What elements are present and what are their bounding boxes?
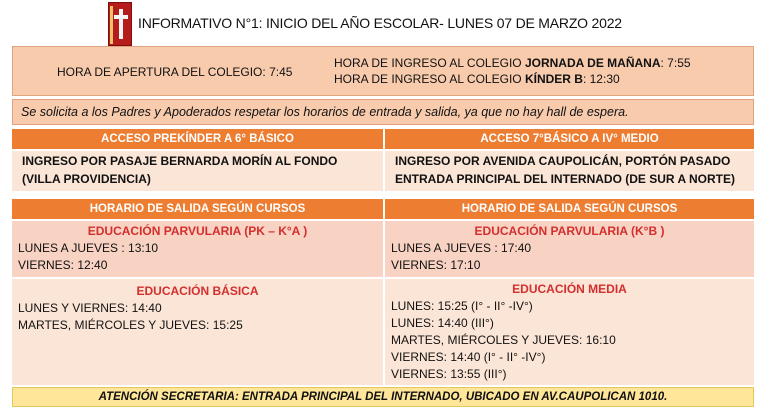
right-parvularia-block [385,221,754,277]
school-logo [108,2,132,46]
right-media-block [385,279,754,385]
morning-entry-time: : 7:55 [660,56,691,70]
schedule-grid [12,129,754,385]
exit-left-header: HORARIO DE SALIDA SEGÚN CURSOS [12,199,383,219]
access-right-header: ACCESO 7°BÁSICO A IV° MEDIO [385,129,754,149]
left-parvularia-block [12,221,383,277]
right-parvularia-title: EDUCACIÓN PARVULARIA (K°B ) [474,224,665,238]
left-basica-line: LUNES Y VIERNES: 14:40 [18,301,162,315]
access-left-text: INGRESO POR PASAJE BERNARDA MORÍN AL FONDO (VILLA PROVIDENCIA) [12,151,383,191]
logo-cross-bar [114,15,128,19]
left-basica-block [12,279,383,385]
footer-banner: ATENCIÓN SECRETARIA: ENTRADA PRINCIPAL DEL INTERNADO, UBICADO EN AV.CAUPOLICAN 1010. [12,387,754,407]
right-media-line: VIERNES: 13:55 (III°) [391,367,507,381]
exit-right-header: HORARIO DE SALIDA SEGÚN CURSOS [385,199,754,219]
opening-time: HORA DE APERTURA DEL COLEGIO: 7:45 [57,65,293,79]
notice-banner: Se solicita a los Padres y Apoderados respetar los horarios de entrada y salida, ya que no hay hall de espera. [12,99,754,125]
left-basica-title: EDUCACIÓN BÁSICA [136,284,259,298]
logo-cross-icon [119,9,123,39]
logo-strip [110,6,113,44]
right-media-line: VIERNES: 14:40 (I° - II° -IV°) [391,350,546,364]
morning-entry-label: JORNADA DE MAÑANA [524,56,661,70]
kinder-entry-time: : 12:30 [582,72,620,86]
right-media-title: EDUCACIÓN MEDIA [512,282,627,296]
left-parvularia-line: LUNES A JUEVES : 13:10 [18,241,159,255]
page-title: INFORMATIVO N°1: INICIO DEL AÑO ESCOLAR- LUNES 07 DE MARZO 2022 [138,15,622,31]
left-basica-line: MARTES, MIÉRCOLES Y JUEVES: 15:25 [18,318,243,332]
left-parvularia-line: VIERNES: 12:40 [18,258,108,272]
access-right-text: INGRESO POR AVENIDA CAUPOLICÁN, PORTÓN PASADO ENTRADA PRINCIPAL DEL INTERNADO (DE SUR A NORTE) [385,151,754,191]
right-media-line: LUNES: 14:40 (III°) [391,316,494,330]
kinder-entry-label: KÍNDER B [524,72,583,86]
hours-panel [12,46,754,96]
right-media-line: LUNES: 15:25 (I° - II° -IV°) [391,299,533,313]
access-left-header: ACCESO PREKÍNDER A 6° BÁSICO [12,129,383,149]
kinder-entry [334,71,691,87]
right-parvularia-line: LUNES A JUEVES : 17:40 [391,241,532,255]
kinder-entry-prefix: HORA DE INGRESO AL COLEGIO [334,72,525,86]
right-parvularia-line: VIERNES: 17:10 [391,258,481,272]
right-media-line: MARTES, MIÉRCOLES Y JUEVES: 16:10 [391,333,616,347]
morning-entry-prefix: HORA DE INGRESO AL COLEGIO [334,56,525,70]
morning-entry [334,55,691,71]
entry-times [334,55,691,87]
left-parvularia-title: EDUCACIÓN PARVULARIA (PK – K°A ) [87,224,308,238]
